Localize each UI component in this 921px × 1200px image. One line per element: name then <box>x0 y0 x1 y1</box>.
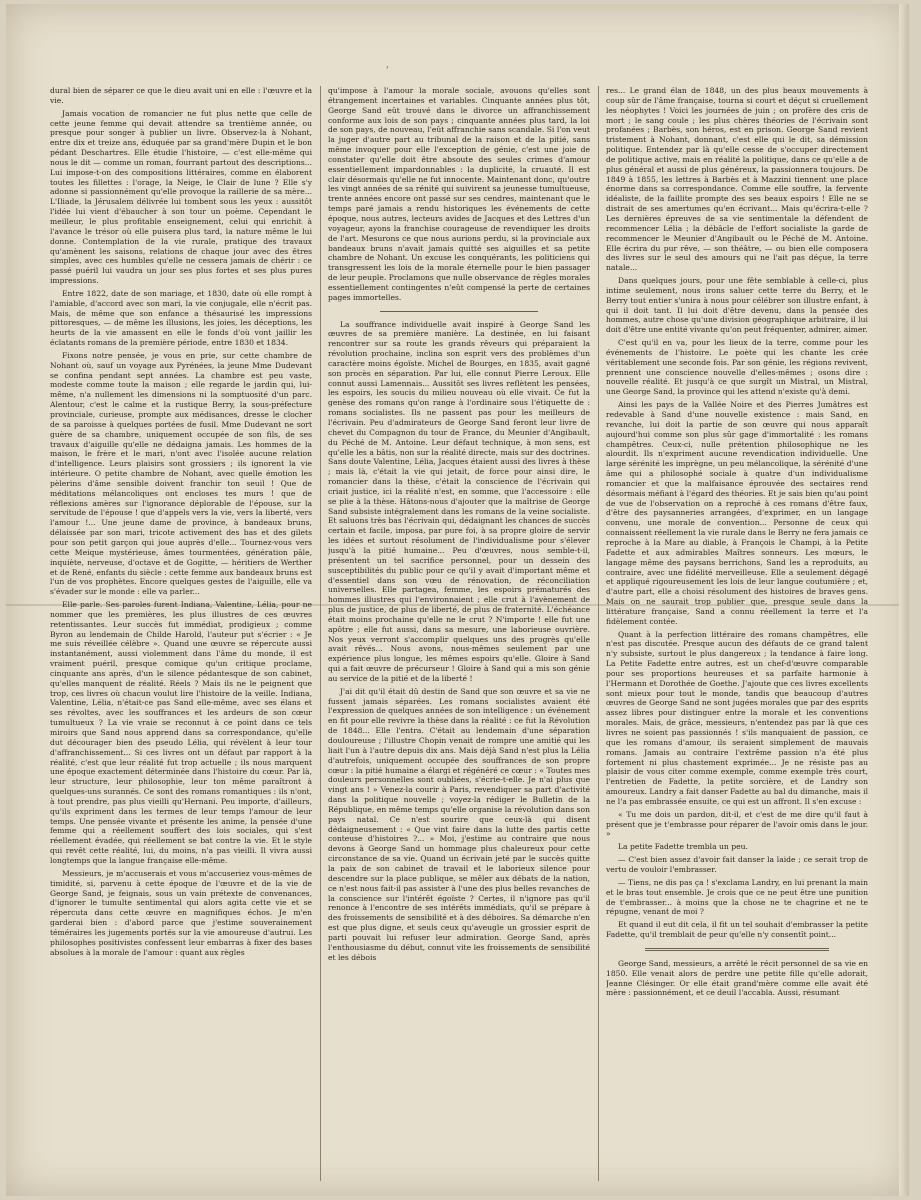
paragraph: La petite Fadette trembla un peu. <box>618 842 748 852</box>
paragraph: « Tu me dois un pardon, dit-il, et c'est de me dire qu'il faut à présent que je t'embrasse pour réparer de l'avoir omis dans le jour. » <box>606 809 868 839</box>
paragraph: res... Le grand élan de 1848, un des plus beaux mouvements à coup sûr de l'âme française, tourna si court et déçut si cruellement les néophytes ! Voici les journées de juin ; on profère des cris de mort ; le sang coule ; les plus chères théories de l'écrivain sont profanées ; Barbès, son héros, est en prison. George Sand revient tristement à Nohant, donnant, c'est elle qui le dit, sa démission politique. Entendez par là qu'elle cesse de s'occuper directement de politique active, mais en réalité la politique, dans ce qu'elle a de plus général et aussi de plus généreux, la passionnera toujours. De 1849 à 1855, les lettres à Barbès et à Mazzini tiennent une place énorme dans sa correspondance. Comme elle souffre, la fervente idéaliste, de la faillite prompte des ses beaux espoirs ! Elle ne se distrait de ses amertumes qu'en écrivant... Mais qu'écrira-t-elle ? Les dernières épreuves de sa vie sentimentale la défendent de recommencer Lélia ; la débâcle de l'effort socialiste la garde de recommencer le Meunier d'Angibault ou le Péché de M. Antoine. Elle écrira du pur rêve, — son théâtre, — ou bien elle composera des livres sur le seul des amours qui ne l'ait pas déçue, la terre natale... <box>606 86 868 273</box>
column-rule <box>320 86 321 1181</box>
section-separator <box>380 311 537 312</box>
paragraph: Entre 1822, date de son mariage, et 1830, date où elle rompt à l'amiable, d'accord avec son mari, la vie conjugale, elle n'écrit pas. Mais, de même que son enfance a thésaurisé les impressions pittoresques, — de même les illusions, les joies, les déceptions, les heurts de la vie amassent en elle le fonds d'où vont jaillir les éclatants romans de la première période, entre 1830 et 1834. <box>50 288 312 348</box>
paragraph: Ainsi les pays de la Vallée Noire et des Pierres Jumâtres est redevable à Sand d'une nouvelle existence : mais Sand, en revanche, lui doit la partie de son œuvre qui nous apparaît aujourd'hui comme son plus sûr gage d'immortalité : les romans champêtres. Ceux-ci, nulle prétention philosophique ne les alourdit. Ils n'expriment aucune revendication individuelle. Une large sérénité les imprègne, un peu mélancolique, la sérénité d'une âme qui a philosophé sociale à quatre d'un individualisme romancier et que la malfaisance éprouvée des sectaires rend désormais méfiant à l'égard des théories. Et je sais bien qu'au point de vue de l'observation on a reproché à ces romans d'être faux, d'être des paysanneries arrangées, d'exprimer, en un langage convenu, une morale de convention... Personne de ceux qui connaissent réellement la vie rurale dans le Berry ne fera jamais ce reproche à la Mare au diable, à François le Champi, à la Petite Fadette et aux admirables Maîtres sonneurs. Les mœurs, le langage même des paysans berrichons, Sand les a reproduits, au contraire, avec une fidélité merveilleuse. Elle a seulement dégagé et appliqué rigoureusement les lois de leur langue coutumière ; et, d'autre part, elle a choisi résolument des histoires de braves gens. Mais on ne saurait trop publier que, presque seule dans la littérature française, Sand a connu réellement la terre et l'a fidèlement contée. <box>606 400 868 626</box>
paragraph: J'ai dit qu'il était dû destin de Sand que son œuvre et sa vie ne fussent jamais séparées. Les romans socialistes avaient été l'expression de quelques années de son intelligence : un événement en fit pour elle revivre la thèse dans la réalité : ce fut la Révolution de 1848... Elle l'entra. C'était au lendemain d'une séparation douloureuse ; l'illustre Chopin venait de rompre une amitié qui les liait l'un à l'autre depuis dix ans. Mais déjà Sand n'est plus la Lélia d'autrefois, uniquement occupée des souffrances de son propre cœur : la pitié humaine a élargi et régénéré ce cœur : « Toutes mes douleurs personnelles sont oubliées, s'écrie-t-elle. Je n'ai plus que vingt ans ! » Venez-la courir à Paris, revendiquer sa part d'activité dans la politique nouvelle ; voyez-la rédiger le Bulletin de la République, en même temps qu'elle organise la révolution dans son pays natal. Ce n'est sourire que ceux-là qui disent dédaigneusement : « Que vint faire dans la lutte des partis cette conteuse d'histoires ?... » Moi, j'estime au contraire que nous devons à George Sand un hommage plus chaleureux pour cette circonstance de sa vie. Quand un écrivain jeté par le succès quitte la paix de son cabinet de travail et le laborieux silence pour descendre sur la place publique, se mêler aux débats de la nation, ce n'est nous fait-il pas assister à l'une des plus belles revanches de la conscience sur l'intérêt égoïste ? Certes, il n'ignore pas qu'il renonce à l'encontre de ses intérêts immédiats, qu'il se prépare à des froissements de sensibilité et à des déboires. Sa démarche n'en est que plus digne, et seuls ceux qu'aveugle un grossier esprit de parti pouvait lui refuser leur admiration. George Sand, après l'enthousiasme du début, connut vite les froissements de sensibilité et les débois <box>328 686 590 962</box>
paragraph: — Tiens, ne dis pas ça ! s'exclama Landry, en lui prenant la main et le bras tout ensemble. Je crois que ce ne peut être une punition de t'embrasser... à moins que la chose ne te chagrine et ne te répugne, venant de moi ? <box>606 877 868 917</box>
paragraph: C'est qu'il en va, pour les lieux de la terre, comme pour les événements de l'histoire. Le poète qui les chante les crée véritablement une seconde fois. Par son génie, les régions revivent, prennent une conscience nouvelle d'elles-mêmes ; osons dire : nouvelle réalité. Et jusqu'à ce que surgît un Mistral, un Mistral, une George Sand, la province qui les attend n'existe qu'à demi. <box>606 338 868 397</box>
paragraph: qu'impose à l'amour la morale sociale, avouons qu'elles sont étrangement incertaines et variables. Cinquante années plus tôt, George Sand eût trouvé dans le divorce un affranchissement conforme aux lois de son pays ; cinquante années plus tard, la loi de son pays, de nouveau, l'eût affranchie sans scandale. Si l'on veut la juger d'autre part au tribunal de la raison et de la pitié, sans même invoquer pour elle l'exception de génie, c'est une joie de constater qu'elle doit être absoute des seules crimes d'amour essentiellement impardonnables : la duplicité, la cruauté. Il est clair désormais qu'elle ne fut innocente. Maintenant donc, qu'outre les vingt années de sa rénité qui suivirent sa jeunesse tumultueuse, trente années encore ont passé sur ses cendres, maintenant que le temps paré jamais a rendu historiques les événements de cette époque, nous autres, lecteurs avides de Jacques et des Lettres d'un voyageur, ayons la franchise courageuse de revendiquer les droits de l'art. Mesurons ce que nous aurions perdu, si la provinciale aux bandeaux bruns n'avait jamais quitté ses aiguilles et sa petite chambre de Nohant. Un excuse les conquérants, les politiciens qui transgressent les lois de la morale éternelle pour le bien passager de leur peuple. Proclamons que nulle observance de règles morales essentiellement contingentes n'eût compensé la perte de certaines pages immortelles. <box>328 86 590 302</box>
top-mark: ' <box>386 66 389 76</box>
column-3 <box>606 86 868 1181</box>
paragraph: Fixons notre pensée, je vous en prie, sur cette chambre de Nohant où, sauf un voyage aux Pyrénées, la jeune Mme Dudevant se confina pendant sept années. La chambre est peu vaste, modeste comme toute la maison ; elle regarde le jardin qui, lui-même, n'a nullement les dimensions ni la somptuosité d'un parc. Alentour, c'est le calme et la rustique Berry, la sous-préfecture provinciale, curieuse, prompte aux médisances, dresse le clocher de sa paroisse à quelques portées de fusil. Mme Dudevant ne sort guère de sa chambre, uniquement occupée de son fils, de ses travaux d'aiguille qu'elle ne dédaigna jamais. Les hommes de la maison, le frère et le mari, n'ont avec l'isolée aucune relation d'intelligence. Leurs plaisirs sont grossiers ; ils ignorent la vie intérieure. O petite chambre de Nohant, avec quelle émotion les pèlerins d'âme sensible doivent franchir ton seuil ! Que de méditations mélancoliques ont encloses tes murs ! que de réflexions amères sur l'ignorance déplorable de l'épouse, sur la servitude de l'épouse ! que d'appels vers la vie, vers la liberté, vers l'amour !... Une jeune dame de province, à bandeaux bruns, délaissée par son mari, tricote activement des bas et des gilets pour son petit garçon qui joue auprès d'elle... Tournez-vous vers cette Meique mystérieuse, âmes tourmentées, génération pâle, inquiète, nerveuse, d'octave et de Gogitte, — héritiers de Werther et de René, enfants du siècle : cette femme aux bandeaux bruns est l'un de vos prophètes. Encore quelques gestes de l'aiguille, elle va s'évader sur le monde : elle va parler... <box>50 350 312 597</box>
section-separator <box>645 948 828 951</box>
column-rule <box>598 86 599 1181</box>
column-2 <box>328 86 590 1181</box>
paragraph: Jamais vocation de romancier ne fut plus nette que celle de cette jeune femme qui devait attendre sa trentième année, ou presque pour songer à publier un livre. Observez-la à Nohant, entre dix et treize ans, éduquée par sa grand'mère Dupin et le bon pédant Deschartres. Elle étudie l'histoire, — c'est elle-même qui nous le dit — comme un roman, fourrant partout des descriptions... Lui impose-t-on des compositions littéraires, comme en élaborent toutes les fillettes : l'orage, la Neige, le Clair de lune ? Elle s'y adonne si passionnément qu'elle provoque la raillerie de sa mère... L'Iliade, la Jérusalem délivrée lui tombent sous les yeux : aussitôt l'idée lui vient d'ébaucher à son tour un poème. Cependant le meilleur, le plus profitable enseignement, celui qui enrichit à l'avance le trésor où elle puisera plus tard, la nature même le lui donne. Contemplation de la vie rurale, pratique des travaux qu'amènent les saisons, relations de chaque jour avec des êtres simples, avec ces humbles qu'elle ne cessera jamais de chérir : ce passé puéril lui vaudra un jour ses plus fortes et ses plus pures impressions. <box>50 108 312 286</box>
paragraph: — C'est bien assez d'avoir fait danser la laide ; ce serait trop de vertu de vouloir l'embrasser. <box>606 855 868 874</box>
paragraph: Dans quelques jours, pour une fête semblable à celle-ci, plus intime seulement, nous irons saluer cette terre du Berry, et le Berry tout entier s'unira à nous pour célébrer son illustre enfant, à qui il doit tant. Il lui doit d'être devenu, dans la pensée des hommes, autre chose qu'une division géographique arbitraire, il lui doit d'être une entité vivante qu'on peut fréquenter, admirer, aimer. <box>606 276 868 335</box>
paper-edge <box>899 4 909 1196</box>
newspaper-page <box>6 4 909 1196</box>
column-1 <box>50 86 312 1181</box>
paragraph: Messieurs, je m'accuserais et vous m'accuseriez vous-mêmes de timidité, si, parvenu à cette époque de l'œuvre et de la vie de George Sand, je feignais, sous un vain prétexte de convenances, d'ignorer le tumulte sentimental qui alors agita cette vie et se répercuta dans cette œuvre en magnifiques échos. Je m'en garderai bien : d'abord parce que j'estime souverainement téméraires les jugements portés sur la vie amoureuse d'autrui. Les philosophes positivistes confessent leur embarras à fixer des bases absolues à la morale de l'amour : quant aux règles <box>50 868 312 957</box>
paragraph: La souffrance individuelle avait inspiré à George Sand les œuvres de sa première manière. La destinée, en lui faisant rencontrer sur sa route les grands rêveurs qui préparaient la révolution prochaine, inclina son esprit vers des problèmes d'un caractère moins égoïste. Michel de Bourges, en 1835, avait gagné son procès en séparation. Par lui, elle connut Pierre Leroux. Elle connut aussi Lamennais... Aussitôt ses livres reflètent les pensées, les espoirs, les soucis du milieu nouveau où elle vivait. Ce fut la genèse des romans qu'on range à l'ordinaire sous l'étiquette de : romans socialistes. Ils ne passent pas pour les meilleurs de l'écrivain. Peu d'admirateurs de George Sand feront leur livre de chevet du Compagnon du tour de France, du Meunier d'Angibault, du Péché de M. Antoine. Leur défaut technique, à mon sens, est qu'elle les a bâtis, non sur la réalité directe, mais sur des doctrines. Sans doute Valentine, Lélia, Jacques étaient aussi des livres à thèse ; mais là, c'était la vie qui jetait, de force pour ainsi dire, le romancier dans la thèse, c'était la conscience de l'écrivain qui criait justice, ici la réalité n'est, en somme, que l'accessoire : elle se plie à la thèse. Hâtons-nous d'ajouter que la maîtrise de George Sand subsiste intégralement dans les romans de la veine socialiste. Et saluons très bas l'écrivain qui, dédaignant les chances de succès certain et facile, imposa, par pure foi, à sa propre gloire de servir les idées et surtout résolument de l'individualisme pour s'élever jusqu'à la pitié humaine... Peu d'œuvres, nous semble-t-il, présentent un tel sacrifice personnel, pour un dessein des susceptibilités du public pour ce qu'il y avait d'important même et d'essentiel dans son vœu de rénovation, de réconciliation universelles. Elle partagea, femme, les espoirs prématurés des hommes illustres qui l'environnaient ; elle crut à l'avènement de plus de justice, de plus de liberté, de plus de fraternité. L'échéance était moins prochaine qu'elle ne le crut ? N'importe ! elle fut une apôtre ; elle fut aussi, dans sa mesure, une laborieuse ouvrière. Nos yeux verront s'accomplir quelques uns des progrès qu'elle avait rêvés... Nous avons, nous-mêmes seulement par une expérience plus longue, les mêmes espoirs qu'elle. Gloire à Sand qui a fait œuvre de précurseur ! Gloire à Sand qui a mis son génie au service de la pitié et de la liberté ! <box>328 319 590 683</box>
paragraph: Et quand il eut dit cela, il fit un tel souhait d'embrasser la petite Fadette, qu'il tremblait de peur qu'elle n'y consentît point... <box>606 920 868 940</box>
paragraph: Elle parle. Ses paroles furent Indiana, Valentine, Lélia, pour ne nommer que les premières, les plus illustres de ces œuvres retentissantes. Leur succès fut immédiat, prodigieux ; comme Byron au lendemain de Childe Harold, l'auteur put s'écrier : « Je me suis réveillée célèbre ». Quand une œuvre se répercute aussi instantanément, aussi violemment dans l'âme du monde, il est vraiment puéril, presque comique qu'un critique proclame, cinquante ans après, d'un le silence pédantesque de son cabinet, qu'elles manquent de réalité. Réels ? Mais ils ne le peignent que trop, ces livres où chacun voulut lire l'histoire de la veille. Indiana, Valentine, Lélia, n'était-ce pas Sand elle-même, avec ses élans et ses révoltes, avec les souffrances et les ardeurs de son cœur tumultueux ? La vie vraie se reconnut à ce point dans ce tels miroirs que Sand nous apprend dans sa correspondance, qu'elle dut décourager bien des pseudo Lélia, qui révèlent à leur tour d'affranchissement... Si ces livres ont un défaut par rapport à la réalité, c'est que leur réalité fut trop actuelle ; ils nous marquent une époque exactement déterminée dans l'histoire du cœur. Par là, leur structure, leur philosophie, leur ton même paraîtront à quelques-uns surannés. Ce sont des romans romantiques : ils n'ont, à tout prendre, pas plus vieilli qu'Hernani. Peu importe, d'ailleurs, qu'ils expriment dans les termes de leur temps l'amour de leur temps. Une pensée vivante et présente les anime, la pensée d'une femme qui a réellement souffert des lois sociales, qui s'est réellement évadée, qui réellement se bat contre la vie. Et le style qui revêt cette réalité, lui, du moins, n'a pas vieilli. Il vivra aussi longtemps que la langue française elle-même. <box>50 600 312 865</box>
paragraph: dural bien de séparer ce que le dieu avait uni en elle : l'œuvre et la vie. <box>50 86 312 105</box>
paragraph: George Sand, messieurs, a arrêté le récit personnel de sa vie en 1850. Elle venait alors de perdre une petite fille qu'elle adorait, Jeanne Clésinger. Or elle était grand'mère comme elle avait été mère : passionnément, et ce deuil l'accabla. Aussi, résumant <box>606 958 868 998</box>
paragraph: Quant à la perfection littéraire des romans champêtres, elle n'est pas discutée. Presque aucun des défauts de ce grand talent n'y subsiste, surtout le plus dangereux ; la tendance à faire long. La Petite Fadette entre autres, est un chef-d'œuvre comparable pour ses proportions heureuses et sa parfaite harmonie à l'Hermann et Dorothée de Goethe. J'ajoute que ces livres excellents sont mieux pour tout le monde, tandis que beaucoup d'autres œuvres de George Sand ne sont jugées morales que par des esprits assez libres pour distinguer entre la morale et les conventions morales. Mais, de grâce, messieurs, n'entendez pas par là que ces livres ne soient pas passionnés ! s'ils manquaient de passion, ce que les romans d'amour, ils seraient simplement de mauvais romans. Jamais au contraire l'extrême passion n'a été plus fortement ni plus chastement exprimée... Je ne résiste pas au plaisir de vous citer comme exemple, comme exemple très court, l'entretien de Fadette, la petite sorcière, et de Landry son amoureux. Landry a fait danser Fadette au bal du dimanche, mais il ne l'a pas embrassée ensuite, ce qui est un affront. Il s'en excuse : <box>606 629 868 806</box>
